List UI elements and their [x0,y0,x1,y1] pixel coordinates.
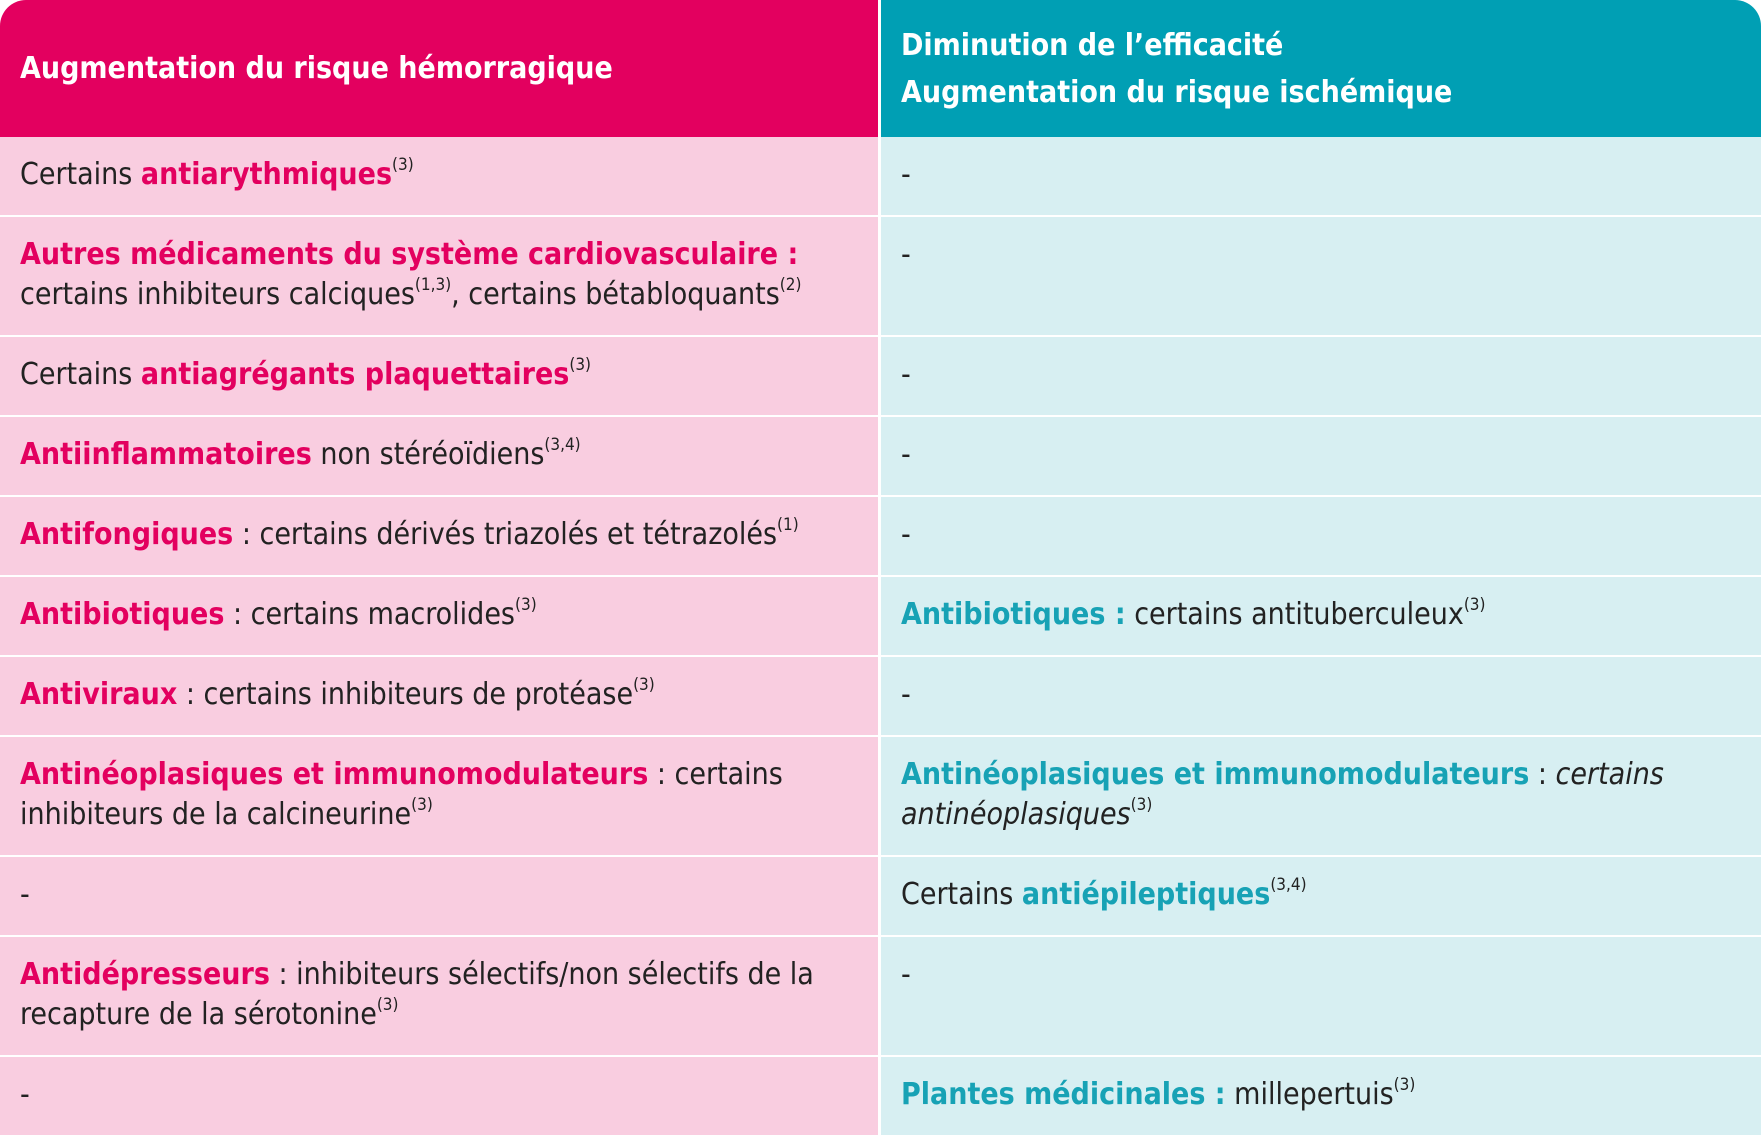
table-row-right [881,577,1761,657]
cell-text: certains inhibiteurs calciques [20,277,415,312]
table-row-right [881,657,1761,737]
table-row-right [881,217,1761,337]
empty-dash: - [901,517,911,552]
reference-marker: (3) [1130,795,1153,815]
reference-marker: (1,3) [414,275,452,295]
empty-dash: - [901,157,911,192]
empty-dash: - [901,357,911,392]
drug-class: antiagrégants plaquettaires [140,357,570,392]
empty-dash: - [901,237,911,272]
reference-marker: (1) [777,515,799,535]
empty-dash: - [901,677,911,712]
cell-text: certains antituberculeux [1125,597,1464,632]
cell-text: millepertuis [1225,1077,1394,1112]
cell-text: : [1529,757,1556,792]
header-right-line2: Augmentation du risque ischémique [901,74,1453,110]
drug-class: Antifongiques [20,517,234,552]
table-row-left [0,737,878,857]
table-row-left [0,417,878,497]
table-row-left [0,1057,878,1137]
reference-marker: (3,4) [1270,875,1307,895]
table-row-right [881,1057,1761,1137]
table-row-right [881,417,1761,497]
header-right-line1: Diminution de l’efficacité [901,27,1284,63]
cell-text: : inhibiteurs sélectifs/non sélectifs de la recapture de la sérotonine [20,957,814,1032]
table-row-right [881,737,1761,857]
cell-text: Certains [20,157,141,192]
table-row-right [881,497,1761,577]
table-row-left [0,137,878,217]
drug-class: Plantes médicinales : [901,1077,1226,1112]
drug-class: Antidépresseurs [20,957,270,992]
empty-dash: - [901,437,911,472]
reference-marker: (3) [1463,595,1486,615]
cell-text: Certains [20,357,141,392]
empty-dash: - [20,877,30,912]
drug-class: Antinéoplasiques et immunomodulateurs [901,757,1530,792]
table-row-left [0,937,878,1057]
empty-dash: - [901,957,911,992]
cell-text: : certains dérivés triazolés et tétrazolés [233,517,778,552]
drug-class: Antibiotiques [20,597,225,632]
table-row-left [0,857,878,937]
reference-marker: (3,4) [544,435,581,455]
drug-class: antiarythmiques [140,157,393,192]
table-row-right [881,137,1761,217]
cell-italic-text: certains antinéoplasiques [901,757,1664,832]
cell-text: : certains macrolides [224,597,515,632]
reference-marker: (3) [376,995,399,1015]
table-row-left [0,217,878,337]
table-row-left [0,577,878,657]
reference-marker: (3) [411,795,433,815]
table-row-right [881,337,1761,417]
reference-marker: (3) [515,595,537,615]
reference-marker: (2) [779,275,802,295]
drug-class: antiépileptiques [1021,877,1271,912]
table-row-left [0,657,878,737]
drug-class: Antibiotiques : [901,597,1126,632]
header-left-label: Augmentation du risque hémorragique [20,51,613,86]
cell-text: non stéréoïdiens [311,437,545,472]
cell-text: Certains [901,877,1022,912]
cell-text: : certains inhibiteurs de protéase [177,677,634,712]
header-bleeding-risk [0,0,878,137]
drug-class: Antiviraux [20,677,178,712]
header-efficacy-ischemic [881,0,1761,137]
reference-marker: (3) [1393,1075,1416,1095]
drug-class: Antinéoplasiques et immunomodulateurs [20,757,649,792]
drug-class: Antiinflammatoires [20,437,312,472]
table-row-right [881,857,1761,937]
reference-marker: (3) [633,675,655,695]
table-row-left [0,497,878,577]
cell-text: : certains inhibiteurs de la calcineurine [20,757,783,832]
reference-marker: (3) [392,155,414,175]
reference-marker: (3) [569,355,592,375]
empty-dash: - [20,1077,30,1112]
table-row-left [0,337,878,417]
cell-text: , certains bétabloquants [451,277,780,312]
drug-class: Autres médicaments du système cardiovasculaire : [20,237,799,272]
table-row-right [881,937,1761,1057]
